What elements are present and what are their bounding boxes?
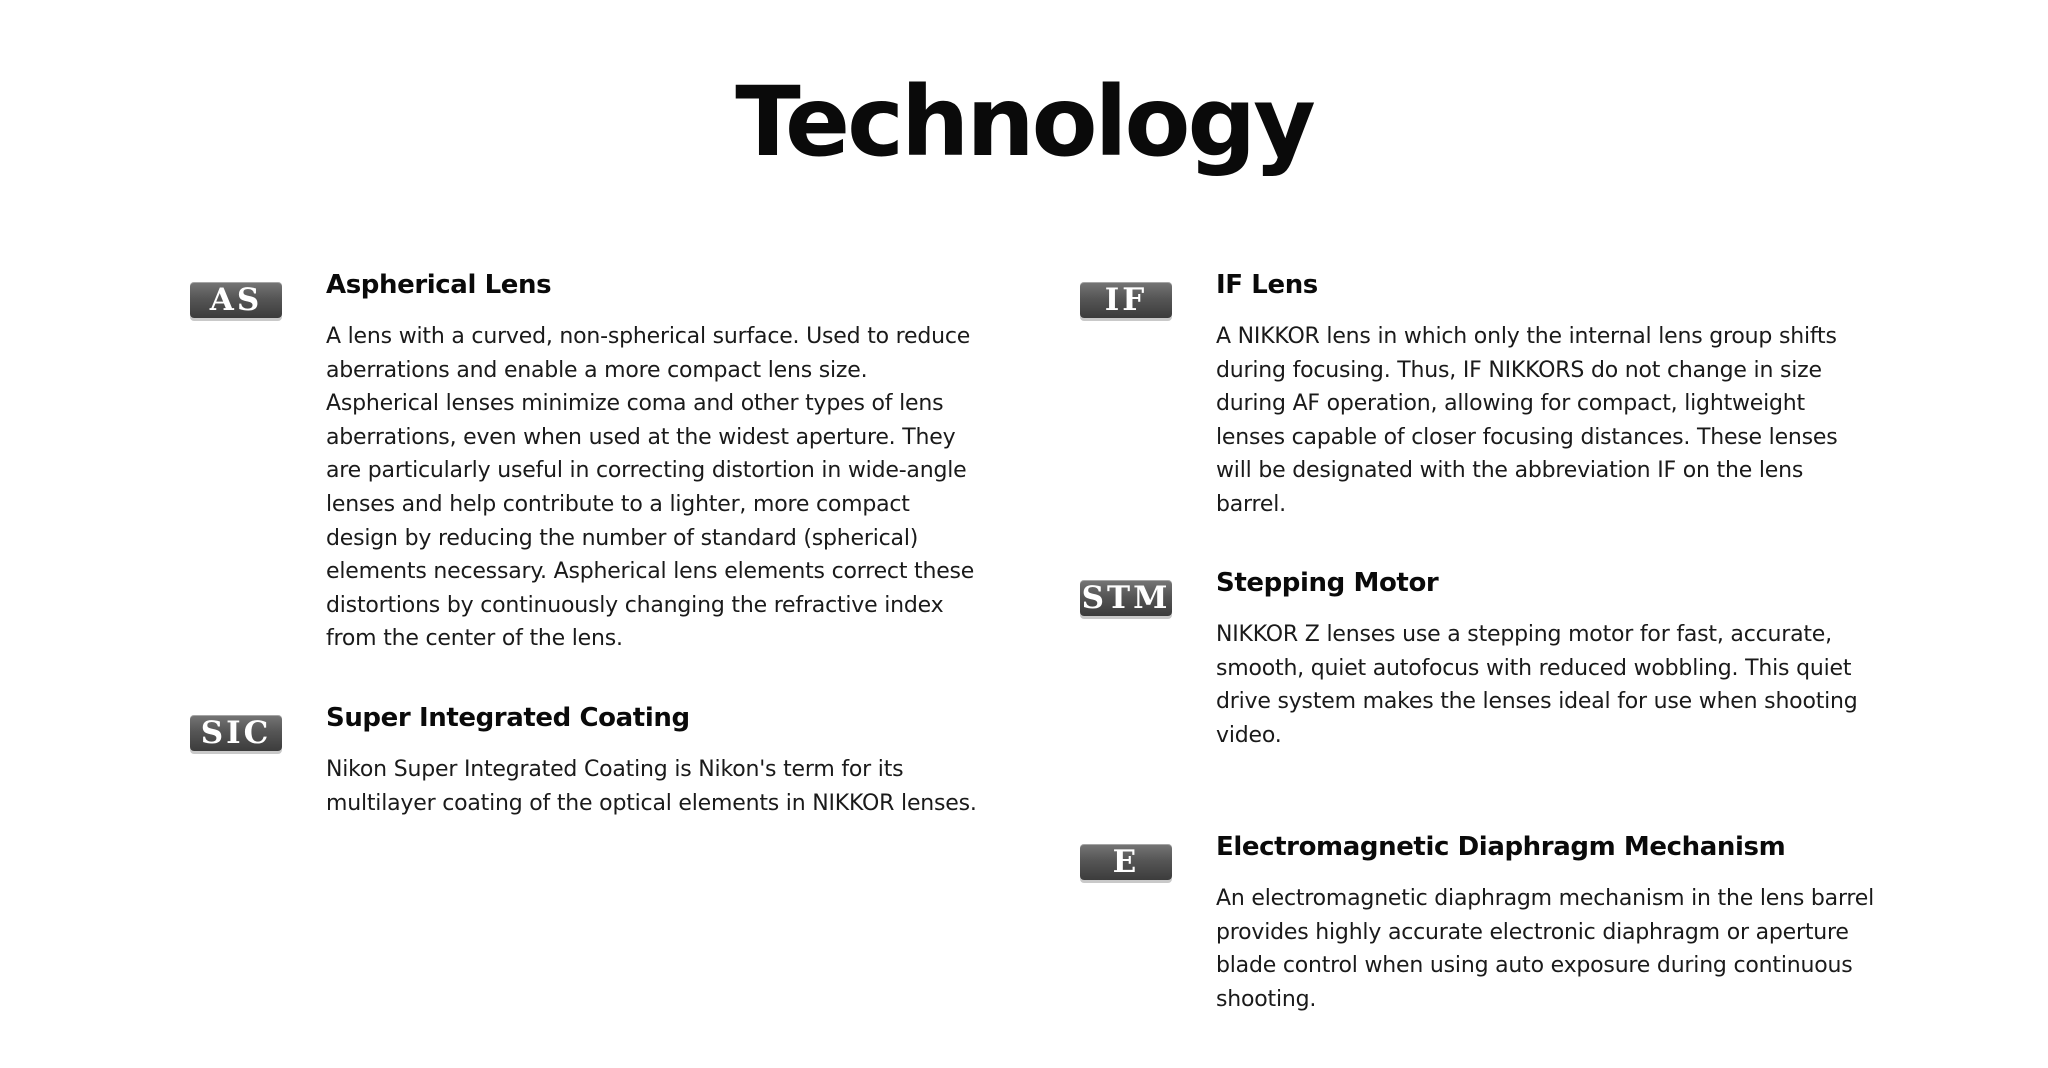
tech-item-description: Nikon Super Integrated Coating is Nikon's term for its multilayer coating of the optical elements in NIKKOR lenses. <box>326 757 977 816</box>
page-title: Technology <box>735 66 1313 178</box>
tech-item-body <box>326 270 1006 656</box>
as-badge-icon: AS <box>190 282 282 318</box>
tech-item-body <box>1216 270 1896 522</box>
e-badge-icon: E <box>1080 844 1172 880</box>
tech-item-description: An electromagnetic diaphragm mechanism in the lens barrel provides highly accurate electronic diaphragm or aperture blade control when using auto exposure during continuous shooting. <box>1216 886 1875 1012</box>
tech-item-description: NIKKOR Z lenses use a stepping motor for fast, accurate, smooth, quiet autofocus with reduced wobbling. This quiet drive system makes the lenses ideal for use when shooting video. <box>1216 622 1858 748</box>
tech-item-body <box>1216 832 1896 1016</box>
tech-item-body <box>326 703 1006 820</box>
tech-item-title: IF Lens <box>1216 270 1318 300</box>
tech-item-title: Stepping Motor <box>1216 568 1439 598</box>
tech-item-title: Super Integrated Coating <box>326 703 690 733</box>
tech-item-title: Electromagnetic Diaphragm Mechanism <box>1216 832 1786 862</box>
tech-item-body <box>1216 568 1896 752</box>
sic-badge-icon: SIC <box>190 715 282 751</box>
stm-badge-icon: STM <box>1081 580 1171 616</box>
tech-item-description: A lens with a curved, non-spherical surface. Used to reduce aberrations and enable a more compact lens size. Aspherical lenses minimize coma and other types of lens aberrations, even when used at the widest aperture. They are particularly useful in correcting distortion in wide-angle lenses and help contribute to a lighter, more compact design by reducing the number of standard (spherical) elements necessary. Aspherical lens elements correct these distortions by continuously changing the refractive index from the center of the lens. <box>326 324 975 652</box>
tech-item-title: Aspherical Lens <box>326 270 552 300</box>
tech-item-description: A NIKKOR lens in which only the internal lens group shifts during focusing. Thus, IF NIKKORS do not change in size during AF operation, allowing for compact, lightweight lenses capable of closer focusing distances. These lenses will be designated with the abbreviation IF on the lens barrel. <box>1216 324 1838 517</box>
if-badge-icon: IF <box>1080 282 1172 318</box>
